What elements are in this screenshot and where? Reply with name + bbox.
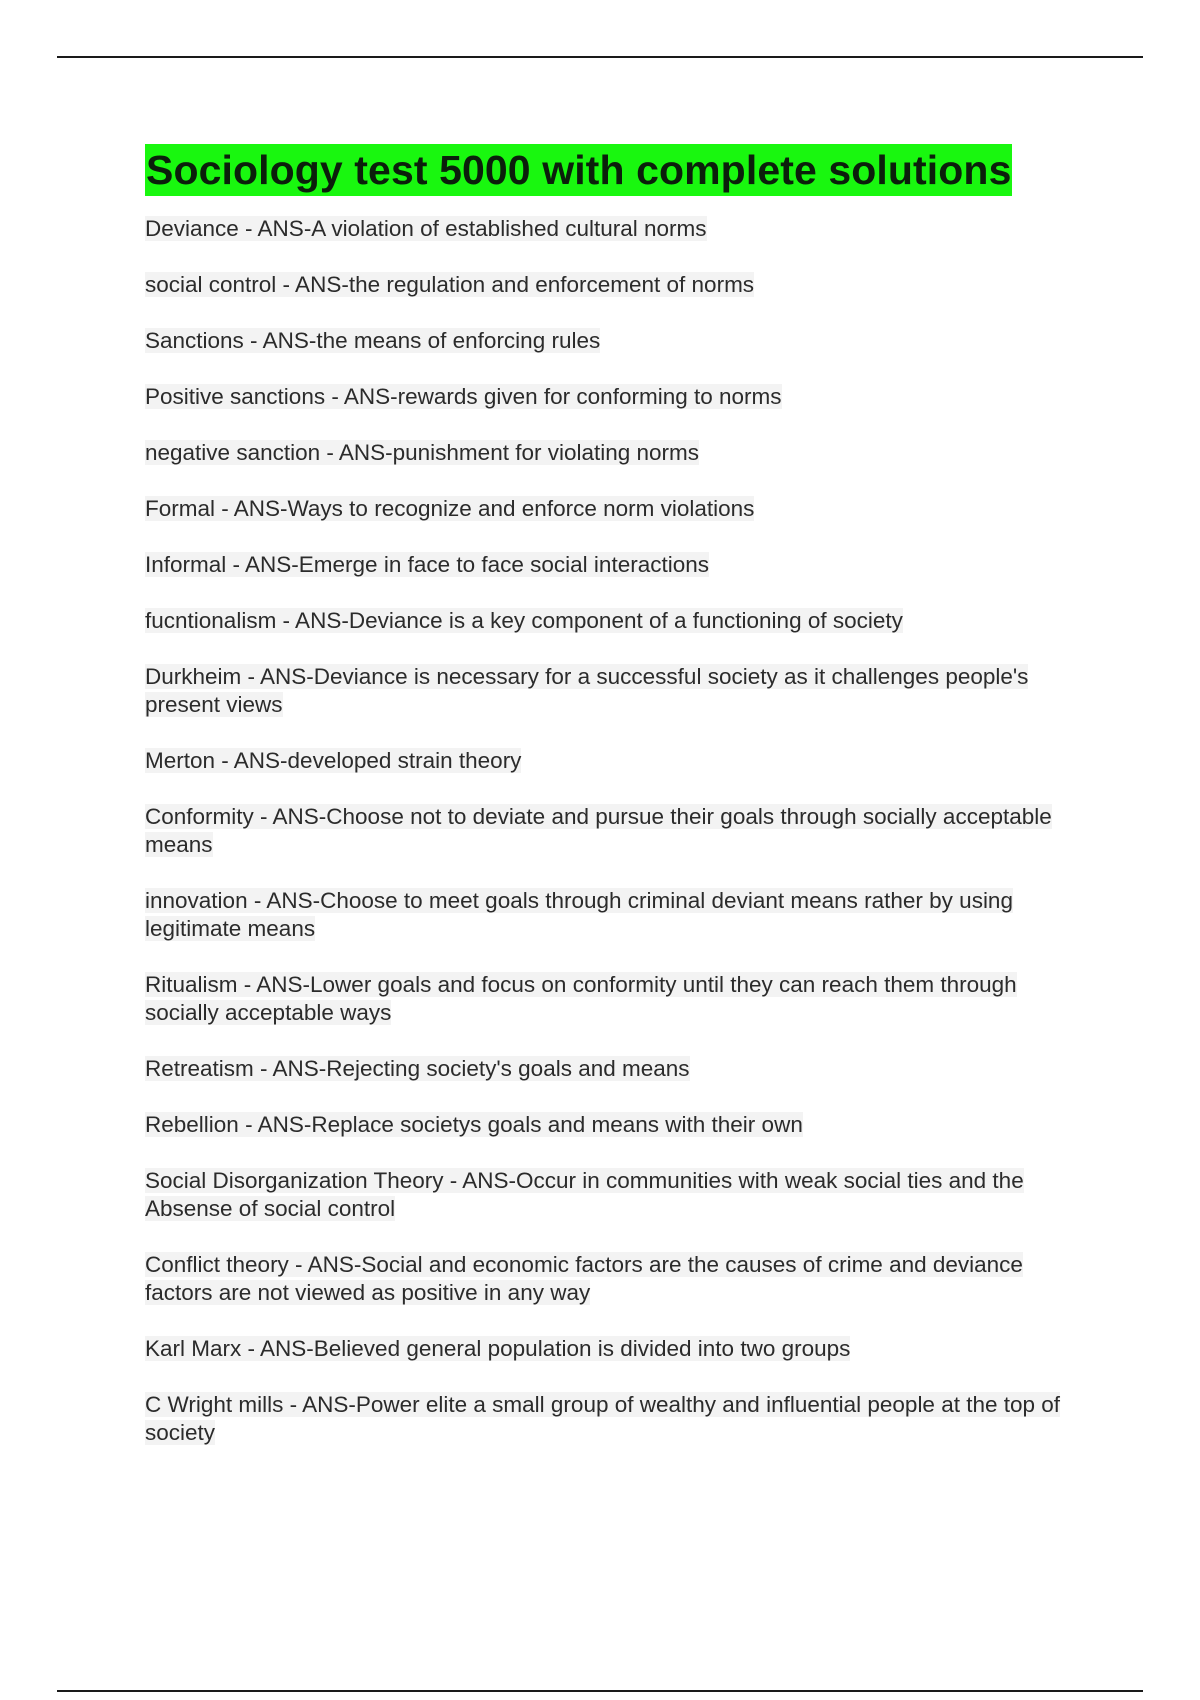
entry-text: Durkheim - ANS-Deviance is necessary for a successful society as it challenges people's present views	[145, 664, 1029, 717]
list-item	[145, 271, 1090, 299]
list-item	[145, 439, 1090, 467]
list-item	[145, 1111, 1090, 1139]
list-item	[145, 607, 1090, 635]
entry-text: Informal - ANS-Emerge in face to face social interactions	[145, 552, 709, 577]
entry-text: Social Disorganization Theory - ANS-Occur in communities with weak social ties and the Absense of social control	[145, 1168, 1024, 1221]
entry-text: Karl Marx - ANS-Believed general population is divided into two groups	[145, 1336, 851, 1361]
entry-text: Positive sanctions - ANS-rewards given for conforming to norms	[145, 384, 782, 409]
entry-text: innovation - ANS-Choose to meet goals through criminal deviant means rather by using legitimate means	[145, 888, 1013, 941]
document-title: Sociology test 5000 with complete solutions	[145, 144, 1012, 196]
list-item	[145, 1335, 1090, 1363]
list-item	[145, 1391, 1090, 1447]
entry-text: Merton - ANS-developed strain theory	[145, 748, 522, 773]
list-item	[145, 663, 1090, 719]
list-item	[145, 1251, 1090, 1307]
entry-text: negative sanction - ANS-punishment for violating norms	[145, 440, 700, 465]
entry-text: Ritualism - ANS-Lower goals and focus on conformity until they can reach them through socially acceptable ways	[145, 972, 1017, 1025]
list-item	[145, 215, 1090, 243]
entry-text: Rebellion - ANS-Replace societys goals and means with their own	[145, 1112, 803, 1137]
document-body	[145, 144, 1090, 1475]
list-item	[145, 1167, 1090, 1223]
entry-text: social control - ANS-the regulation and enforcement of norms	[145, 272, 755, 297]
header-rule	[57, 56, 1143, 58]
entry-text: Conformity - ANS-Choose not to deviate and pursue their goals through socially acceptable means	[145, 804, 1052, 857]
entry-text: Formal - ANS-Ways to recognize and enforce norm violations	[145, 496, 755, 521]
list-item	[145, 747, 1090, 775]
list-item	[145, 383, 1090, 411]
entry-text: C Wright mills - ANS-Power elite a small group of wealthy and influential people at the top of society	[145, 1392, 1061, 1445]
list-item	[145, 803, 1090, 859]
entry-text: Retreatism - ANS-Rejecting society's goals and means	[145, 1056, 690, 1081]
list-item	[145, 887, 1090, 943]
list-item	[145, 971, 1090, 1027]
list-item	[145, 551, 1090, 579]
entry-text: Sanctions - ANS-the means of enforcing rules	[145, 328, 601, 353]
list-item	[145, 495, 1090, 523]
footer-rule	[57, 1690, 1143, 1692]
entry-list	[145, 215, 1090, 1447]
entry-text: fucntionalism - ANS-Deviance is a key component of a functioning of society	[145, 608, 903, 633]
entry-text: Conflict theory - ANS-Social and economic factors are the causes of crime and deviance factors are not viewed as positive in any way	[145, 1252, 1023, 1305]
entry-text: Deviance - ANS-A violation of established cultural norms	[145, 216, 707, 241]
list-item	[145, 1055, 1090, 1083]
list-item	[145, 327, 1090, 355]
